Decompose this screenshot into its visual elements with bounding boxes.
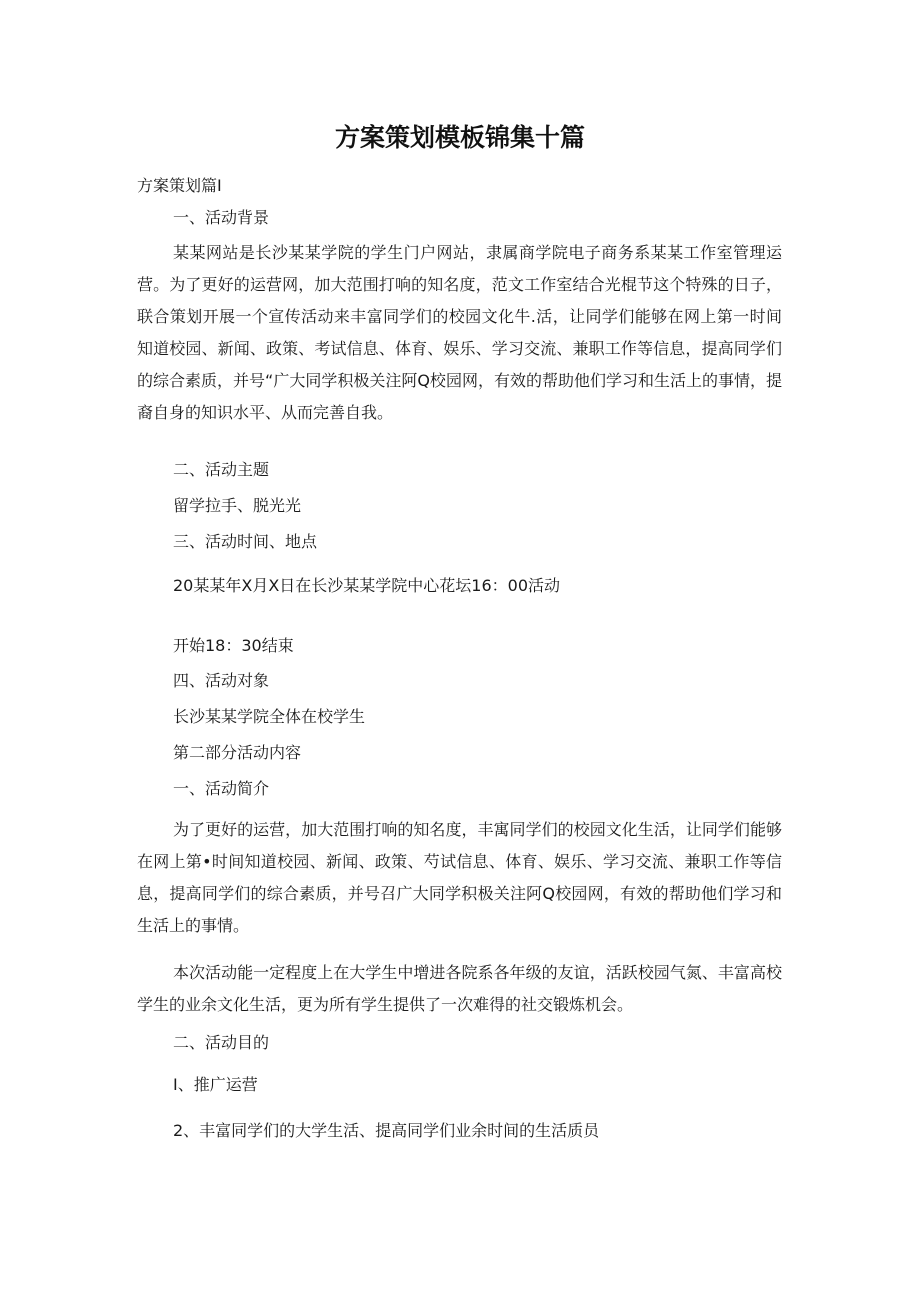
paragraph-background: 某某网站是长沙某某学院的学生门户网站，隶属商学院电子商务系某某工作室管理运营。为了更好的运营网，加大范围打响的知名度，范文工作室结合光棍节这个特殊的日子，联合策划开展一个宣传活动来丰富同学们的校园文化牛.活，让同学们能够在网上第一时间知道校园、新闻、政策、考试信息、体育、娱乐、学习交流、兼职工作等信息，提高同学们的综合素质，并号“广大同学积极关注阿Q校园网，有效的帮助他们学习和生活上的事情，提裔自身的知识水平、从而完善自我。 xyxy=(137,243,782,422)
paragraph-theme: 留学拉手、脱光光 xyxy=(173,496,302,515)
paragraph-time-1: 20某某年X月X日在长沙某某学院中心花坛16：00活动 xyxy=(173,576,561,595)
part-two-heading: 第二部分活动内容 xyxy=(173,743,302,762)
goal-item-2: 2、丰富同学们的大学生活、提高同学们业余时间的生活质员 xyxy=(173,1121,600,1140)
paragraph-intro-2: 本次活动能一定程度上在大学生中增进各院系各年级的友谊，活跃校园气氮、丰富高校学生的业余文化生活，更为所有学生提供了一次难得的社交锻炼机会。 xyxy=(137,963,782,1014)
heading-background: 一、活动背景 xyxy=(173,208,270,227)
heading-target: 四、活动对象 xyxy=(173,671,270,690)
section-label: 方案策划篇I xyxy=(137,176,222,195)
heading-time-place: 三、活动时间、地点 xyxy=(173,532,318,551)
paragraph-time-2: 开始18：30结束 xyxy=(173,636,294,655)
heading-theme: 二、活动主题 xyxy=(173,460,270,479)
goal-item-1: I、推广运营 xyxy=(173,1075,258,1094)
heading-intro: 一、活动简介 xyxy=(173,779,270,798)
heading-goal: 二、活动目的 xyxy=(173,1033,270,1052)
paragraph-intro-1: 为了更好的运营，加大范围打响的知名度，丰寓同学们的校园文化生活，让同学们能够在网上第•时间知道校园、新闻、政策、芍试信息、体育、娱乐、学习交流、兼职工作等信息，提高同学们的综合素质，并号召广大同学积极关注阿Q校园网，有效的帮助他们学习和生活上的事情。 xyxy=(137,820,782,935)
paragraph-target: 长沙某某学院全体在校学生 xyxy=(173,707,366,726)
document-title: 方案策划模板锦集十篇 xyxy=(334,123,585,152)
